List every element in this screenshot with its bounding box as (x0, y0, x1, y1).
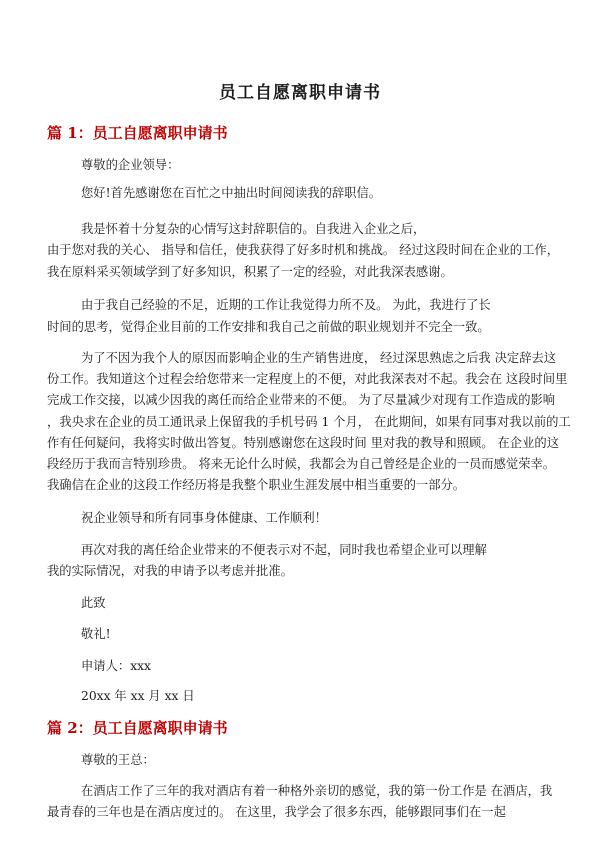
paragraph-line: 在酒店工作了三年的我对酒店有着一种格外亲切的感觉，我的第一份工作是 在酒店，我 (81, 784, 553, 798)
paragraph-line: 由于您对我的关心、 指导和信任，使我获得了好多时机和挑战。 经过这段时间在企业的工作， (47, 243, 559, 257)
paragraph-line: 份工作。我知道这个过程会给您带来一定程度上的不便，对此我深表对不起。我会在 这段时间里 (47, 372, 568, 386)
paragraph-line: 我确信在企业的这段工作经历将是我整个职业生涯发展中相当重要的一部分。 (47, 478, 466, 492)
closing-phrase: 此致 (81, 596, 106, 610)
paragraph-line: 最青春的三年也是在酒店度过的。 在这里，我学会了很多东西，能够跟同事们在一起 (47, 805, 506, 819)
paragraph-line: 为了不因为我个人的原因而影响企业的生产销售进度， 经过深思熟虑之后我 决定辞去这 (81, 351, 557, 365)
paragraph-line: 完成工作交接，以减少因我的离任而给企业带来的不便。 为了尽量减少对现有工作造成的影响 (47, 393, 556, 407)
paragraph-line: 由于我自己经验的不足，近期的工作让我觉得力所不及。 为此，我进行了长 (81, 298, 491, 312)
salutation: 尊敬的企业领导： (81, 158, 180, 172)
section-heading-1: 篇 1：员工自愿离职申请书 (47, 124, 228, 142)
closing-salute: 敬礼! (81, 627, 111, 641)
applicant-line: 申请人：xxx (81, 659, 151, 673)
paragraph-line: 您好!首先感谢您在百忙之中抽出时间阅读我的辞职信。 (81, 186, 382, 200)
paragraph-line: 我是怀着十分复杂的心情写这封辞职信的。自我进入企业之后， (81, 222, 426, 236)
paragraph-line: 祝企业领导和所有同事身体健康、工作顺利！ (81, 511, 327, 525)
paragraph-line: 再次对我的离任给企业带来的不便表示对不起，同时我也希望企业可以理解 (81, 543, 487, 557)
paragraph-line: 段经历于我而言特别珍贵。 将来无论什么时候，我都会为自己曾经是企业的一员而感觉荣幸。 (47, 457, 556, 471)
document-title: 员工自愿离职申请书 (219, 83, 381, 103)
paragraph-line: 时间的思考，觉得企业目前的工作安排和我自己之前做的职业规划并不完全一致。 (47, 320, 490, 334)
section-heading-2: 篇 2：员工自愿离职申请书 (47, 719, 228, 737)
paragraph-line: 我的实际情况，对我的申请予以考虑并批准。 (47, 564, 293, 578)
date-line: 20xx 年 xx 月 xx 日 (81, 689, 195, 703)
paragraph-line: 我在原料采买领域学到了好多知识，积累了一定的经验，对此我深表感谢。 (47, 265, 453, 279)
salutation: 尊敬的王总： (81, 753, 155, 767)
paragraph-line: ，我央求在企业的员工通讯录上保留我的手机号码 1 个月， 在此期间，如果有同事对我以前的工 (47, 415, 571, 429)
paragraph-line: 作有任何疑问，我将实时做出答复。特别感谢您在这段时间 里对我的教导和照顾。 在企业的这 (47, 436, 559, 450)
